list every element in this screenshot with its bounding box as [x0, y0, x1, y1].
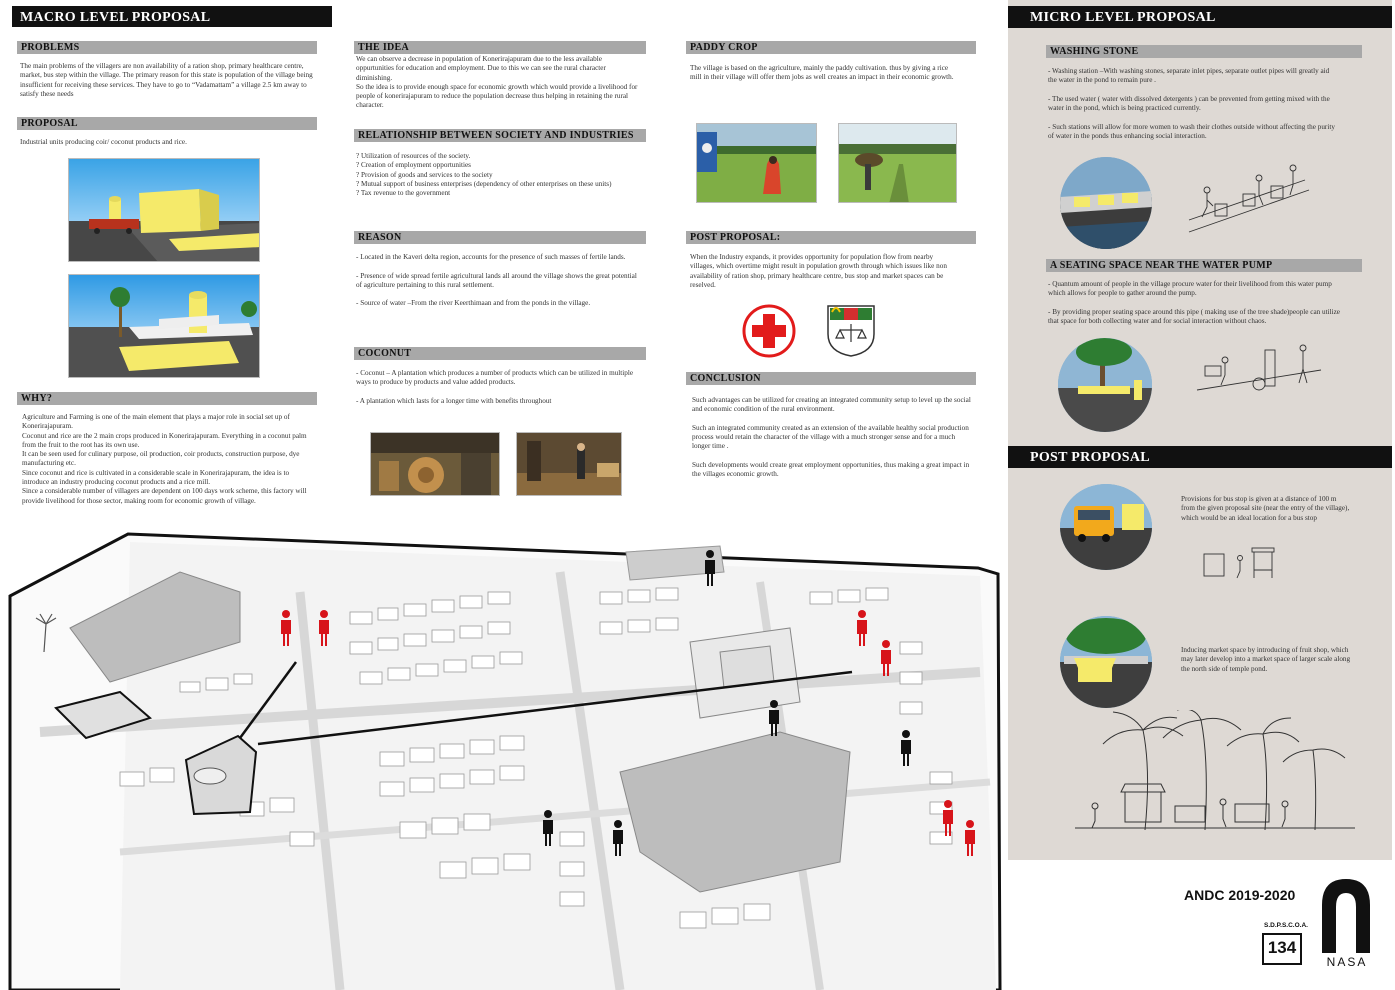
relationship-text: ? Utilization of resources of the society. ? Creation of employment opportunities ? Provision of goods and services to the society ? Mutual support of business enterprises (dependency of other enterprises on these units) ? Tax revenue to the government — [356, 152, 612, 198]
post-proposal-text: When the Industry expands, it provides opportunity for population flow from nearby villages, which overtime might result in population growth through which issues like non availability of ration shop, primary healthcare centre, bus stop and market spaces can be reselved. — [690, 253, 947, 289]
macro-title: MACRO LEVEL PROPOSAL — [12, 6, 332, 27]
conclusion-heading: CONCLUSION — [686, 372, 976, 385]
why-text: Agriculture and Farming is one of the main element that plays a major role in social set up of Konerirajapuram. Coconut and rice are the 2 main crops produced in Konerirajapuram. Everything in a coconut palm from the fruit to the root has its own use. It can be seen used for culinary purpose, oil production, coir products, construction purpose, dye manufacturing etc. Since coconut and rice is cultivated in a considerable scale in Konerirajapuram, the idea is to introduce an industry producing coconut products and a rice mill. Since a considerable number of villagers are dependent on 100 days work scheme, this factory will provide livelihood for those sector, making room for economic growth of village. — [22, 413, 307, 505]
red-cross-icon — [742, 304, 796, 358]
seating-space-text: - Quantum amount of people in the village procure water for their livelihood from this water pump which allows for people to gather around the pump. - By providing proper seating space around this pipe ( making use of the tree shade)people can utilize that space for both collecting water and for social interaction without chaos. — [1048, 280, 1340, 326]
bus-stop-text: Provisions for bus stop is given at a distance of 100 m from the given proposal site (near the entry of the village), which would be an ideal location for a bus stop — [1181, 495, 1350, 522]
conclusion-text: Such advantages can be utilized for creating an integrated community setup to level up the social and economic condition of the rural environment. Such an integrated community created as an extension of the available healthy social production process would retain the character of the village with a much stronger sense and for a much longer time . Such developments would create great employment opportunities, thus making a great impact in the villages economic growth. — [692, 396, 971, 479]
relationship-heading: RELATIONSHIP BETWEEN SOCIETY AND INDUSTRIES — [354, 129, 646, 142]
problems-heading: PROBLEMS — [17, 41, 317, 54]
college-code: S.D.P.S.C.O.A. — [1264, 922, 1308, 929]
ration-shop-emblem-icon — [822, 302, 880, 358]
seating-space-render — [1058, 338, 1152, 432]
coir-factory-photo-2 — [516, 432, 622, 496]
bus-stop-render — [1060, 484, 1152, 570]
post-proposal-heading: POST PROPOSAL: — [686, 231, 976, 244]
paddy-text: The village is based on the agriculture, mainly the paddy cultivation. thus by giving a rice mill in their village will offer them jobs as well creates an impact in their economic growth. — [690, 64, 954, 82]
reason-text: - Located in the Kaveri delta region, accounts for the presence of such masses of fertile lands. - Presence of wide spread fertile agricultural lands all around the village shows the great potential of agriculture pertaining to this rural settlement. - Source of water –From the river Keerthimaan and from the ponds in the village. — [356, 253, 637, 308]
why-heading: WHY? — [17, 392, 317, 405]
nasa-logo-text: NASA — [1326, 955, 1368, 969]
seating-space-heading: A SEATING SPACE NEAR THE WATER PUMP — [1046, 259, 1362, 272]
idea-text: We can observe a decrease in population of Konerirajapuram due to the less available oppurtunities for education and employment. Due to this we can see the rural character diminishing. So the idea is to provide enough space for economic growth which would provide a livelihood for people of konerirajapuram to reduce the population decrease thus helping in retaining the rural character. — [356, 55, 638, 110]
industrial-render-2 — [68, 274, 260, 378]
coir-factory-photo-1 — [370, 432, 500, 496]
post-proposal-title: POST PROPOSAL — [1008, 446, 1392, 468]
paddy-heading: PADDY CROP — [686, 41, 976, 54]
washing-station-sketch — [1185, 160, 1315, 240]
reason-heading: REASON — [354, 231, 646, 244]
micro-title: MICRO LEVEL PROPOSAL — [1008, 6, 1392, 28]
paddy-field-photo-2 — [838, 123, 957, 203]
industrial-render-1 — [68, 158, 260, 262]
proposal-text: Industrial units producing coir/ coconut products and rice. — [20, 138, 187, 146]
market-text: Inducing market space by introducing of fruit shop, which may later develop into a market space of larger scale along the north side of temple pond. — [1181, 646, 1351, 673]
seating-space-sketch — [1195, 340, 1325, 410]
washing-stone-text: - Washing station –With washing stones, separate inlet pipes, separate outlet pipes will greatly aid the water in the pond to remain pure . - The used water ( water with dissolved detergents ) can be prevented from getting mixed with the water in the pond, which is being practiced currently. - Such stations will allow for more women to wash their clothes outside without affecting the purity of water in the ponds thus enhancing social interaction. — [1048, 67, 1335, 141]
coconut-text: - Coconut – A plantation which produces a number of products which can be utilized in multiple ways to produce by products and value added products. - A plantation which lasts for a longer time with benefits throughout — [356, 369, 634, 405]
idea-heading: THE IDEA — [354, 41, 646, 54]
sheet-number: 134 — [1267, 938, 1297, 957]
site-plan-aerial-sketch — [0, 532, 1005, 990]
paddy-field-photo-1 — [696, 123, 817, 203]
coconut-heading: COCONUT — [354, 347, 646, 360]
problems-text: The main problems of the villagers are non availability of a ration shop, primary healthcare centre, market, bus step within the village. The primary reason for this state is population of the village being insufficient for receiving these services. They have to go to “Vadamattam” a village 2.5 km away to satisfy these needs — [20, 62, 313, 98]
bus-stop-sketch — [1200, 540, 1280, 584]
nasa-logo-icon — [1320, 877, 1372, 953]
washing-station-render — [1060, 157, 1152, 249]
event-label: ANDC 2019-2020 — [1184, 887, 1296, 903]
proposal-heading: PROPOSAL — [17, 117, 317, 130]
washing-stone-heading: WASHING STONE — [1046, 45, 1362, 58]
market-render — [1060, 616, 1152, 708]
market-street-sketch — [1075, 710, 1355, 835]
